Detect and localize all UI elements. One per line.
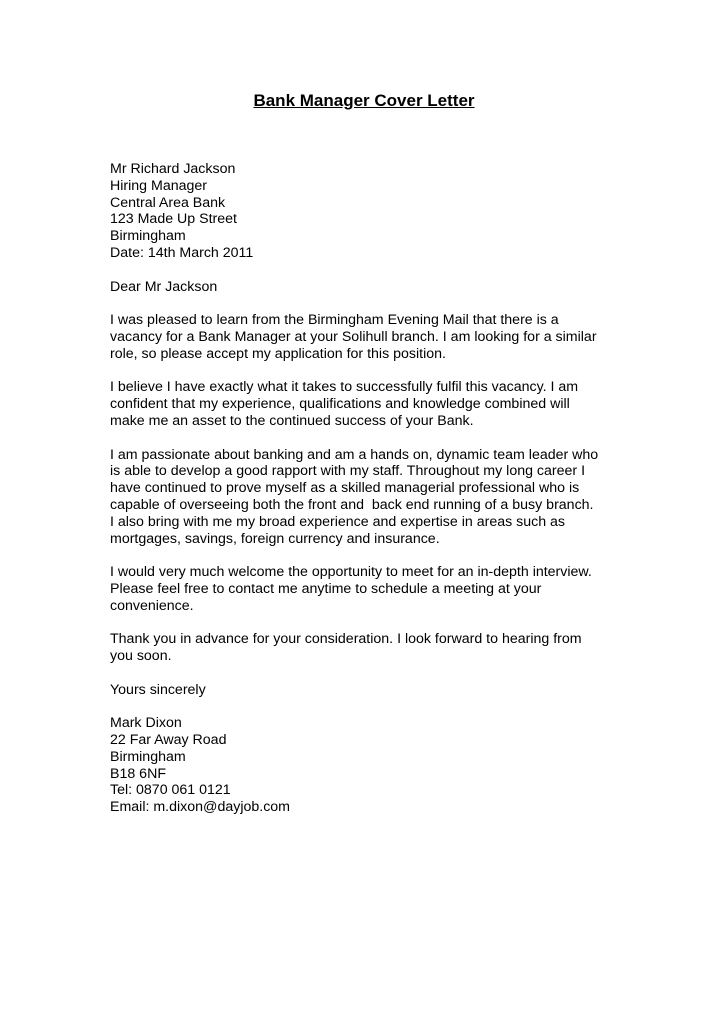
paragraph-interview: [110, 564, 620, 614]
paragraph-line: is able to develop a good rapport with my staff. Throughout my long career I: [110, 463, 586, 480]
paragraph-line: capable of overseeing both the front and back end running of a busy branch.: [110, 496, 594, 513]
paragraph-line: I would very much welcome the opportunity to meet for an in-depth interview.: [110, 564, 592, 581]
paragraph-line: Please feel free to contact me anytime to schedule a meeting at your: [110, 580, 542, 597]
recipient-name: Mr Richard Jackson: [110, 161, 236, 177]
paragraph-line: make me an asset to the continued success of your Bank.: [110, 412, 474, 429]
paragraph-experience: [110, 447, 620, 548]
sender-city: Birmingham: [110, 748, 186, 765]
paragraph-line: I am passionate about banking and am a hands on, dynamic team leader who: [110, 446, 599, 463]
paragraph-line: I also bring with me my broad experience and expertise in areas such as: [110, 513, 566, 530]
paragraph-line: vacancy for a Bank Manager at your Solihull branch. I am looking for a similar: [110, 328, 597, 345]
paragraph-thanks: [110, 631, 620, 665]
sender-phone: Tel: 0870 061 0121: [110, 782, 231, 799]
closing: Yours sincerely: [110, 681, 206, 698]
paragraph-line: have continued to prove myself as a skilled managerial professional who is: [110, 480, 580, 497]
sender-address-block: [110, 715, 620, 816]
paragraph-line: you soon.: [110, 648, 172, 665]
recipient-position: Hiring Manager: [110, 177, 207, 194]
recipient-city: Birmingham: [110, 228, 186, 245]
paragraph-line: I believe I have exactly what it takes to successfully fulfil this vacancy. I am: [110, 379, 579, 396]
paragraph-line: confident that my experience, qualifications and knowledge combined will: [110, 396, 570, 413]
recipient-address-block: [110, 161, 620, 262]
paragraph-line: convenience.: [110, 597, 194, 614]
salutation: Dear Mr Jackson: [110, 278, 218, 295]
sender-postcode: B18 6NF: [110, 765, 166, 782]
sender-email: Email: m.dixon@dayjob.com: [110, 799, 290, 816]
sender-name: Mark Dixon: [110, 715, 182, 732]
recipient-street: 123 Made Up Street: [110, 211, 237, 228]
letter-date: Date: 14th March 2011: [110, 244, 254, 261]
paragraph-line: mortgages, savings, foreign currency and insurance.: [110, 530, 440, 547]
recipient-company: Central Area Bank: [110, 194, 226, 211]
paragraph-line: role, so please accept my application for this position.: [110, 345, 446, 362]
paragraph-intro: [110, 312, 620, 362]
letter-title: Bank Manager Cover Letter: [253, 91, 475, 110]
paragraph-fit: [110, 379, 620, 429]
paragraph-line: I was pleased to learn from the Birmingham Evening Mail that there is a: [110, 312, 559, 329]
letter-body: [110, 161, 620, 816]
sender-street: 22 Far Away Road: [110, 732, 227, 749]
paragraph-line: Thank you in advance for your consideration. I look forward to hearing from: [110, 631, 582, 648]
